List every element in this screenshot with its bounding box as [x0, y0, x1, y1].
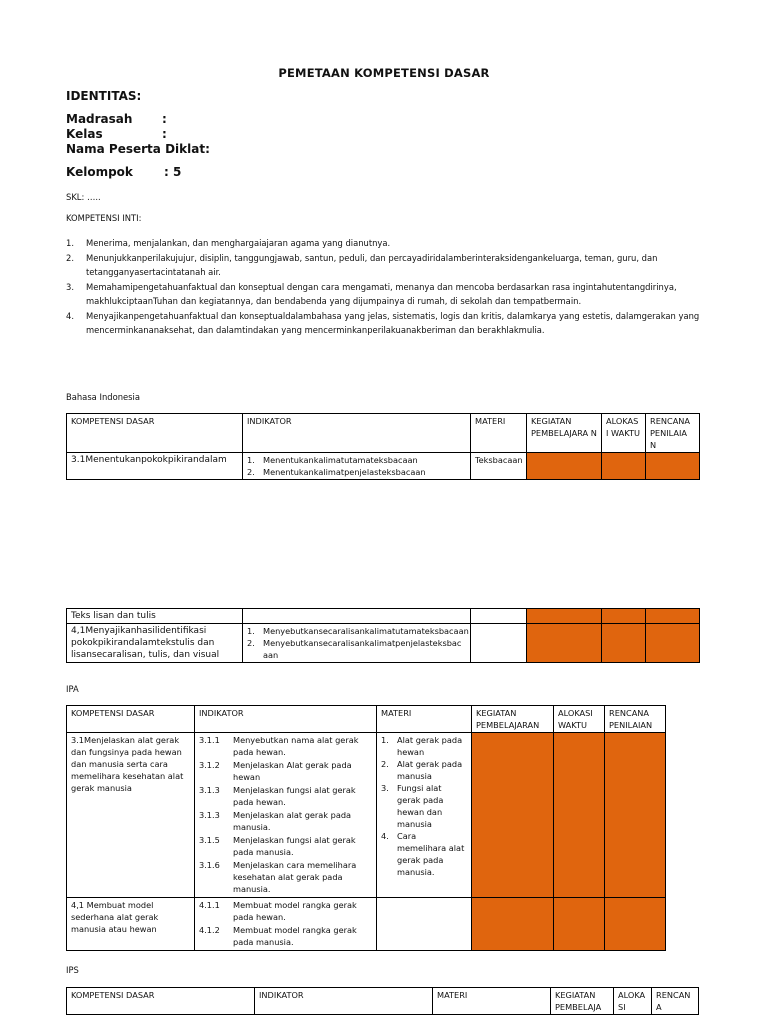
- rencana-cell: [646, 624, 700, 663]
- ki-item: 3. Memahamipengetahuanfaktual dan konseptual dengan cara mengamati, menanya dan mencoba berdasarkan rasa ingintahutentangdirinya, makhlukciptaanTuhan dan kegiatannya, dan bendabenda yang dijumpainya di rumah, di sekolah dan tempatbermain.: [66, 282, 677, 306]
- kd-cell: 4,1Menyajikanhasilidentifikasi pokokpikirandalamtekstulis dan lisansecaralisan, tulis, dan visual: [67, 624, 243, 663]
- ki-list: [66, 236, 706, 338]
- bahasa-label: Bahasa Indonesia: [66, 392, 140, 402]
- rencana-cell: [646, 609, 700, 624]
- list-item: 4.1.2 Membuat model rangka gerak pada manusia.: [199, 925, 357, 947]
- kelompok-label: Kelompok: [66, 165, 133, 179]
- rencana-cell: [605, 898, 666, 951]
- materi-cell: [377, 733, 472, 898]
- header-rencana: RENCAN A: [652, 988, 699, 1015]
- page-title: PEMETAAN KOMPETENSI DASAR: [278, 66, 490, 80]
- header-rencana: RENCANA PENILAIA N: [646, 414, 700, 453]
- header-indikator: INDIKATOR: [195, 706, 377, 733]
- kegiatan-cell: [527, 453, 602, 480]
- header-kompetensi: KOMPETENSI DASAR: [67, 988, 255, 1015]
- list-item: 3.1.3 Menjelaskan alat gerak pada manusia.: [199, 810, 352, 832]
- list-item: 1. Menentukankalimatutamateksbacaan: [247, 455, 418, 465]
- materi-cell: [471, 609, 527, 624]
- header-indikator: INDIKATOR: [255, 988, 433, 1015]
- ipa-label: IPA: [66, 684, 79, 694]
- madrasah-label: Madrasah: [66, 112, 133, 126]
- ki-item: 1. Menerima, menjalankan, dan menghargaiajaran agama yang dianutnya.: [66, 238, 391, 248]
- bahasa-table-continued: [66, 608, 700, 663]
- list-item: 3.1.1 Menyebutkan nama alat gerak pada hewan.: [199, 735, 359, 757]
- list-item: 1. Menyebutkansecaralisankalimatutamateksbacaan: [247, 626, 469, 636]
- header-materi: MATERI: [377, 706, 472, 733]
- header-alokasi: ALOKAS I WAKTU: [602, 414, 646, 453]
- indikator-cell: [195, 733, 377, 898]
- ips-table: [66, 987, 699, 1015]
- alokasi-cell: [554, 898, 605, 951]
- list-item: 4.1.1 Membuat model rangka gerak pada hewan.: [199, 900, 357, 922]
- indikator-cell: [195, 898, 377, 951]
- list-item: 2. Menyebutkansecaralisankalimatpenjelasteksbacaan: [247, 638, 462, 660]
- header-alokasi: ALOKA SI: [614, 988, 652, 1015]
- list-item: 4. Cara memelihara alat gerak pada manusia.: [381, 831, 465, 877]
- header-alokasi: ALOKASI WAKTU: [554, 706, 605, 733]
- ki-heading: KOMPETENSI INTI:: [66, 213, 142, 223]
- header-indikator: INDIKATOR: [243, 414, 471, 453]
- list-item: 2. Alat gerak pada manusia: [381, 759, 463, 781]
- skl-text: SKL: …..: [66, 192, 101, 202]
- kegiatan-cell: [472, 733, 554, 898]
- list-item: 3. Fungsi alat gerak pada hewan dan manusia: [381, 783, 444, 829]
- list-item: 2. Menentukankalimatpenjelasteksbacaan: [247, 467, 426, 477]
- ki-item: 2. Menunjukkanperilakujujur, disiplin, tanggungjawab, santun, peduli, dan percayadiridalamberinteraksidengankeluarga, teman, guru, dan tetangganyasertacintatanah air.: [66, 253, 658, 277]
- indikator-cell: [243, 624, 471, 663]
- header-kegiatan: KEGIATAN PEMBELAJA: [551, 988, 614, 1015]
- ips-label: IPS: [66, 965, 79, 975]
- alokasi-cell: [602, 609, 646, 624]
- header-kegiatan: KEGIATAN PEMBELAJARA N: [527, 414, 602, 453]
- list-item: 3.1.3 Menjelaskan fungsi alat gerak pada hewan.: [199, 785, 356, 807]
- header-kegiatan: KEGIATAN PEMBELAJARAN: [472, 706, 554, 733]
- kegiatan-cell: [527, 624, 602, 663]
- header-rencana: RENCANA PENILAIAN: [605, 706, 666, 733]
- alokasi-cell: [554, 733, 605, 898]
- header-kompetensi: KOMPETENSI DASAR: [67, 414, 243, 453]
- kegiatan-cell: [472, 898, 554, 951]
- kegiatan-cell: [527, 609, 602, 624]
- kelompok-value: : 5: [164, 165, 182, 179]
- nama-peserta-label: Nama Peserta Diklat:: [66, 142, 210, 156]
- madrasah-colon: :: [162, 112, 167, 126]
- identitas-heading: IDENTITAS:: [66, 89, 142, 103]
- rencana-cell: [646, 453, 700, 480]
- header-kompetensi: KOMPETENSI DASAR: [67, 706, 195, 733]
- list-item: 1. Alat gerak pada hewan: [381, 735, 463, 757]
- indikator-cell: [243, 453, 471, 480]
- kelas-colon: :: [162, 127, 167, 141]
- kelas-label: Kelas: [66, 127, 103, 141]
- kd-cell: 3.1Menjelaskan alat gerak dan fungsinya pada hewan dan manusia serta cara memelihara kesehatan alat gerak manusia: [67, 733, 195, 898]
- alokasi-cell: [602, 624, 646, 663]
- kd-cell: Teks lisan dan tulis: [67, 609, 243, 624]
- rencana-cell: [605, 733, 666, 898]
- bahasa-table: [66, 413, 700, 480]
- materi-cell: [471, 624, 527, 663]
- list-item: 3.1.6 Menjelaskan cara memelihara kesehatan alat gerak pada manusia.: [199, 860, 357, 894]
- kd-cell: 4,1 Membuat model sederhana alat gerak manusia atau hewan: [67, 898, 195, 951]
- header-materi: MATERI: [471, 414, 527, 453]
- alokasi-cell: [602, 453, 646, 480]
- list-item: 3.1.2 Menjelaskan Alat gerak pada hewan: [199, 760, 352, 782]
- header-materi: MATERI: [433, 988, 551, 1015]
- materi-cell: [377, 898, 472, 951]
- materi-cell: Teksbacaan: [471, 453, 527, 480]
- ipa-table: [66, 705, 666, 951]
- list-item: 3.1.5 Menjelaskan fungsi alat gerak pada manusia.: [199, 835, 356, 857]
- kd-cell: 3.1Menentukanpokokpikirandalam: [67, 453, 243, 480]
- indikator-cell: [243, 609, 471, 624]
- ki-item: 4. Menyajikanpengetahuanfaktual dan konseptualdalambahasa yang jelas, sistematis, logis dan kritis, dalamkarya yang estetis, dalamgerakan yang mencerminkananaksehat, dan dalamtindakan yang mencerminkanperilakuanakberiman dan berakhlakmulia.: [66, 311, 700, 335]
